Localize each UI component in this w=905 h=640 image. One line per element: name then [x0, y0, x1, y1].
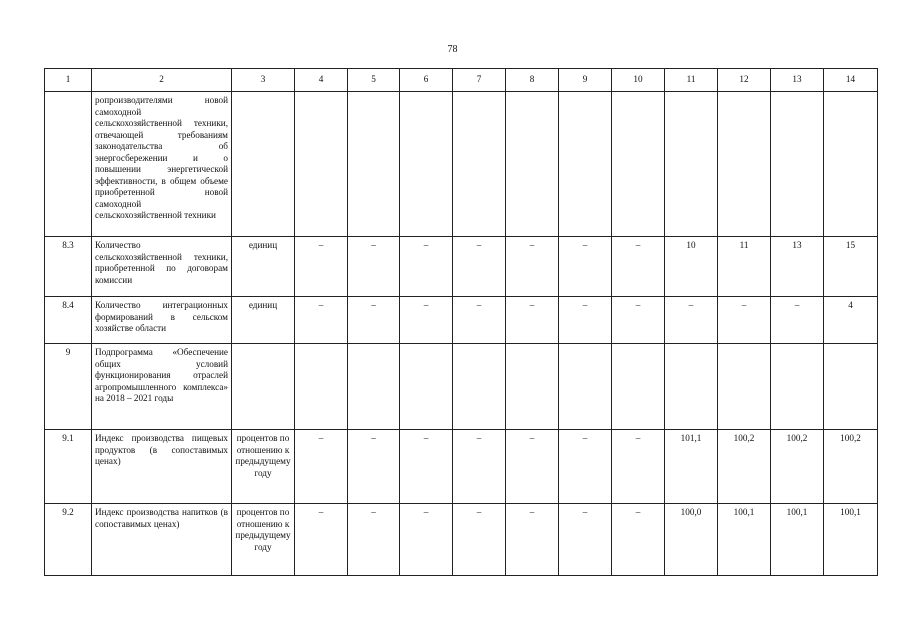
table-row [45, 344, 878, 430]
row-value: – [612, 430, 665, 504]
row-unit: единиц [232, 297, 295, 344]
column-header: 7 [453, 69, 506, 92]
row-value: – [453, 504, 506, 576]
row-value: 100,1 [824, 504, 878, 576]
row-number: 9.1 [45, 430, 92, 504]
row-value: 4 [824, 297, 878, 344]
table-row [45, 297, 878, 344]
row-value: – [400, 504, 453, 576]
row-description: Количество сельскохозяйственной техники, приобретенной по договорам комиссии [92, 237, 232, 297]
row-value: – [506, 297, 559, 344]
row-value: – [400, 297, 453, 344]
row-value: 101,1 [665, 430, 718, 504]
row-value: – [559, 297, 612, 344]
row-value [348, 92, 400, 237]
row-value [453, 344, 506, 430]
row-value: – [295, 237, 348, 297]
row-value [400, 92, 453, 237]
row-number: 9.2 [45, 504, 92, 576]
header-row [45, 69, 878, 92]
row-value [718, 344, 771, 430]
table-row [45, 92, 878, 237]
row-value [559, 344, 612, 430]
row-value: – [559, 237, 612, 297]
row-value [612, 344, 665, 430]
row-number: 9 [45, 344, 92, 430]
column-header: 10 [612, 69, 665, 92]
row-value [453, 92, 506, 237]
row-value: – [506, 504, 559, 576]
row-value: 15 [824, 237, 878, 297]
row-value [824, 344, 878, 430]
row-value: 100,0 [665, 504, 718, 576]
row-unit: процентов по отношению к предыдущему году [232, 504, 295, 576]
row-value [612, 92, 665, 237]
column-header: 11 [665, 69, 718, 92]
row-value: – [559, 504, 612, 576]
row-value [506, 344, 559, 430]
row-description: Количество интеграционных формирований в сельском хозяйстве области [92, 297, 232, 344]
row-value: 13 [771, 237, 824, 297]
row-value [348, 344, 400, 430]
row-value: – [348, 237, 400, 297]
row-value: – [348, 297, 400, 344]
row-value: 100,1 [771, 504, 824, 576]
row-value: – [453, 237, 506, 297]
table-row [45, 504, 878, 576]
row-value: – [506, 430, 559, 504]
column-header: 9 [559, 69, 612, 92]
row-value: – [612, 504, 665, 576]
row-value: – [559, 430, 612, 504]
column-header: 14 [824, 69, 878, 92]
row-value: 100,2 [771, 430, 824, 504]
row-value [665, 92, 718, 237]
row-value: – [665, 297, 718, 344]
row-value: – [400, 430, 453, 504]
row-value: 10 [665, 237, 718, 297]
row-value: – [453, 297, 506, 344]
column-header: 6 [400, 69, 453, 92]
row-value [506, 92, 559, 237]
row-description: Индекс производства пищевых продуктов (в сопоставимых ценах) [92, 430, 232, 504]
row-value: – [612, 237, 665, 297]
row-value: – [295, 430, 348, 504]
table-row [45, 430, 878, 504]
row-value [718, 92, 771, 237]
indicators-table [44, 68, 878, 576]
row-description: Индекс производства напитков (в сопоставимых ценах) [92, 504, 232, 576]
row-description: ропроизводителями новой самоходной сельскохозяйственной техники, отвечающей требованиям законодательства об энергосбережении и о повышении энергетической эффективности, в общем объеме приобретенной новой самоходной сельскохозяйственной техники [92, 92, 232, 237]
column-header: 2 [92, 69, 232, 92]
row-value [824, 92, 878, 237]
row-value: – [453, 430, 506, 504]
row-value [559, 92, 612, 237]
row-unit [232, 344, 295, 430]
row-number: 8.3 [45, 237, 92, 297]
row-value: – [348, 430, 400, 504]
row-value: – [348, 504, 400, 576]
row-value: 100,2 [824, 430, 878, 504]
row-value: – [718, 297, 771, 344]
column-header: 5 [348, 69, 400, 92]
row-description: Подпрограмма «Обеспечение общих условий функционирования отраслей агропромышленного комплекса» на 2018 – 2021 годы [92, 344, 232, 430]
row-value [400, 344, 453, 430]
column-header: 4 [295, 69, 348, 92]
table-row [45, 237, 878, 297]
column-header: 3 [232, 69, 295, 92]
row-value [295, 92, 348, 237]
column-header: 12 [718, 69, 771, 92]
row-unit [232, 92, 295, 237]
row-value: 100,2 [718, 430, 771, 504]
row-value: – [295, 504, 348, 576]
row-value: – [295, 297, 348, 344]
row-value: – [771, 297, 824, 344]
row-value: – [506, 237, 559, 297]
row-value [665, 344, 718, 430]
column-header: 1 [45, 69, 92, 92]
row-value: – [612, 297, 665, 344]
row-unit: единиц [232, 237, 295, 297]
row-value: 100,1 [718, 504, 771, 576]
row-unit: процентов по отношению к предыдущему году [232, 430, 295, 504]
row-value [771, 92, 824, 237]
column-header: 13 [771, 69, 824, 92]
row-value [295, 344, 348, 430]
row-value: – [400, 237, 453, 297]
page-number: 78 [447, 44, 458, 55]
column-header: 8 [506, 69, 559, 92]
row-value: 11 [718, 237, 771, 297]
row-value [771, 344, 824, 430]
row-number: 8.4 [45, 297, 92, 344]
row-number [45, 92, 92, 237]
